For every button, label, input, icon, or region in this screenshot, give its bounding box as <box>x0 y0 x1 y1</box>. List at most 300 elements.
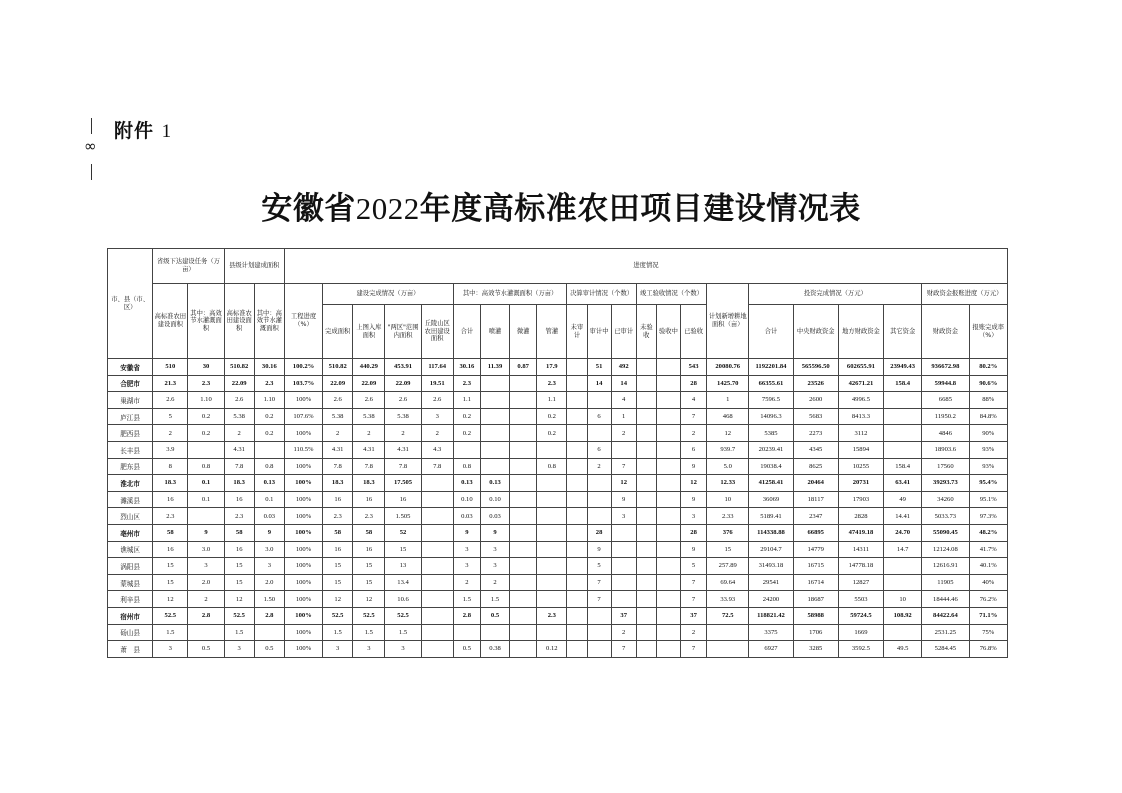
table-cell <box>567 591 587 608</box>
table-cell <box>421 558 453 575</box>
table-cell: 100% <box>284 574 322 591</box>
table-cell <box>537 541 567 558</box>
table-cell: 41.7% <box>969 541 1007 558</box>
header-i-total: 合计 <box>749 305 793 359</box>
table-cell: 11905 <box>922 574 969 591</box>
table-cell: 29541 <box>749 574 793 591</box>
table-cell <box>587 425 611 442</box>
table-row <box>108 641 1008 658</box>
table-cell: 20731 <box>838 475 883 492</box>
table-cell: 5.38 <box>385 408 421 425</box>
table-cell: 3285 <box>793 641 838 658</box>
table-cell: 2.8 <box>453 607 480 624</box>
table-cell: 30.16 <box>254 359 284 376</box>
table-cell: 49.5 <box>884 641 922 658</box>
table-cell: 5 <box>587 558 611 575</box>
table-cell: 0.87 <box>510 359 537 376</box>
table-cell: 100.2% <box>284 359 322 376</box>
table-cell: 12 <box>353 591 385 608</box>
table-cell: 28 <box>681 524 707 541</box>
table-row <box>108 458 1008 475</box>
table-cell: 3375 <box>749 624 793 641</box>
table-cell: 15 <box>353 558 385 575</box>
table-cell <box>636 541 656 558</box>
table-cell <box>537 491 567 508</box>
table-cell: 2600 <box>793 392 838 409</box>
table-cell: 14779 <box>793 541 838 558</box>
table-cell <box>480 624 509 641</box>
table-cell: 17.505 <box>385 475 421 492</box>
title-suffix: 年度高标准农田项目建设情况表 <box>419 191 861 227</box>
table-cell <box>611 441 636 458</box>
header-c-two: "两区"范围内面积 <box>385 305 421 359</box>
table-cell: 14 <box>611 375 636 392</box>
table-cell: 18687 <box>793 591 838 608</box>
table-cell: 47419.18 <box>838 524 883 541</box>
table-cell <box>656 624 680 641</box>
table-cell <box>510 541 537 558</box>
table-cell: 3 <box>611 508 636 525</box>
table-cell <box>884 392 922 409</box>
header-w-micro: 微灌 <box>510 305 537 359</box>
table-cell: 100% <box>284 624 322 641</box>
table-cell: 0.38 <box>480 641 509 658</box>
region-cell: 宿州市 <box>108 607 153 624</box>
table-cell: 0.2 <box>188 425 224 442</box>
table-cell: 7.8 <box>421 458 453 475</box>
table-cell <box>636 491 656 508</box>
table-cell: 0.8 <box>188 458 224 475</box>
table-row-city <box>108 475 1008 492</box>
table-cell <box>421 541 453 558</box>
table-cell: 376 <box>707 524 749 541</box>
table-cell <box>567 558 587 575</box>
table-cell <box>567 458 587 475</box>
header-accept: 竣工验收情况（个数） <box>636 284 706 305</box>
table-cell <box>884 574 922 591</box>
table-cell: 0.2 <box>254 408 284 425</box>
table-cell: 12 <box>153 591 188 608</box>
table-cell <box>510 607 537 624</box>
table-cell: 17903 <box>838 491 883 508</box>
table-cell <box>587 491 611 508</box>
table-cell <box>510 641 537 658</box>
table-cell: 0.1 <box>188 475 224 492</box>
table-cell: 5033.73 <box>922 508 969 525</box>
table-cell <box>421 574 453 591</box>
table-cell: 2.3 <box>537 375 567 392</box>
table-cell <box>884 425 922 442</box>
table-cell <box>453 624 480 641</box>
table-cell <box>510 624 537 641</box>
table-cell: 1192201.84 <box>749 359 793 376</box>
table-row <box>108 624 1008 641</box>
table-row <box>108 508 1008 525</box>
table-cell: 10 <box>884 591 922 608</box>
table-cell <box>636 359 656 376</box>
header-v-not: 未验收 <box>636 305 656 359</box>
table-cell <box>656 541 680 558</box>
table-cell: 100% <box>284 541 322 558</box>
table-cell: 16 <box>323 541 353 558</box>
table-cell <box>636 574 656 591</box>
table-cell: 3 <box>254 558 284 575</box>
table-cell <box>480 392 509 409</box>
table-cell: 12 <box>707 425 749 442</box>
table-cell: 8 <box>153 458 188 475</box>
table-cell: 2.3 <box>537 607 567 624</box>
table-cell: 16 <box>153 491 188 508</box>
region-cell: 亳州市 <box>108 524 153 541</box>
table-cell: 2.6 <box>385 392 421 409</box>
table-cell: 5503 <box>838 591 883 608</box>
table-cell <box>537 591 567 608</box>
table-cell: 15 <box>153 574 188 591</box>
table-cell: 30.16 <box>453 359 480 376</box>
table-cell: 12 <box>224 591 254 608</box>
table-cell: 2.0 <box>254 574 284 591</box>
table-cell: 23526 <box>793 375 838 392</box>
table-cell <box>421 591 453 608</box>
table-cell: 453.91 <box>385 359 421 376</box>
table-cell: 3 <box>323 641 353 658</box>
table-cell: 1.1 <box>453 392 480 409</box>
table-cell <box>510 425 537 442</box>
table-cell <box>188 508 224 525</box>
table-cell: 1425.70 <box>707 375 749 392</box>
table-cell: 100% <box>284 524 322 541</box>
region-cell: 庐江县 <box>108 408 153 425</box>
table-cell <box>656 524 680 541</box>
table-cell: 58 <box>224 524 254 541</box>
table-cell: 2.33 <box>707 508 749 525</box>
table-cell: 18.3 <box>224 475 254 492</box>
table-cell: 5 <box>153 408 188 425</box>
region-cell: 合肥市 <box>108 375 153 392</box>
table-row <box>108 591 1008 608</box>
table-cell: 29104.7 <box>749 541 793 558</box>
table-cell: 90.6% <box>969 375 1007 392</box>
header-eng-progress: 工程进度（%） <box>284 284 322 359</box>
table-cell: 3 <box>480 541 509 558</box>
table-cell: 17560 <box>922 458 969 475</box>
table-row <box>108 558 1008 575</box>
table-cell <box>636 591 656 608</box>
region-cell: 濉溪县 <box>108 491 153 508</box>
table-cell: 2 <box>587 458 611 475</box>
table-cell: 24.70 <box>884 524 922 541</box>
table-cell: 10 <box>707 491 749 508</box>
header-f-funds: 财政资金 <box>922 305 969 359</box>
table-cell: 3 <box>421 408 453 425</box>
table-cell: 5.38 <box>224 408 254 425</box>
table-cell: 19.51 <box>421 375 453 392</box>
table-cell: 20239.41 <box>749 441 793 458</box>
table-row <box>108 392 1008 409</box>
table-cell: 48.2% <box>969 524 1007 541</box>
table-cell: 16 <box>323 491 353 508</box>
header-w-total: 合计 <box>453 305 480 359</box>
table-cell: 2 <box>453 574 480 591</box>
table-cell: 71.1% <box>969 607 1007 624</box>
table-cell <box>656 607 680 624</box>
annex-text: 附件 <box>114 120 155 142</box>
table-cell: 2 <box>385 425 421 442</box>
table-cell: 2.8 <box>254 607 284 624</box>
region-cell: 巢湖市 <box>108 392 153 409</box>
table-cell: 5189.41 <box>749 508 793 525</box>
table-cell: 12.33 <box>707 475 749 492</box>
table-cell: 2.8 <box>188 607 224 624</box>
table-cell: 1.5 <box>480 591 509 608</box>
table-cell: 6685 <box>922 392 969 409</box>
table-cell <box>611 558 636 575</box>
table-cell <box>537 574 567 591</box>
table-cell <box>421 524 453 541</box>
table-cell: 15894 <box>838 441 883 458</box>
table-cell: 58 <box>353 524 385 541</box>
table-cell <box>537 524 567 541</box>
table-cell: 0.5 <box>453 641 480 658</box>
table-cell: 1.5 <box>224 624 254 641</box>
table-cell: 12 <box>611 475 636 492</box>
table-cell <box>656 375 680 392</box>
table-cell: 100% <box>284 392 322 409</box>
table-cell: 4.31 <box>385 441 421 458</box>
table-cell <box>421 491 453 508</box>
table-row <box>108 408 1008 425</box>
header-fiscal: 财政资金报账进度（万元） <box>922 284 1008 305</box>
header-county-plan: 县级计划建成面积 <box>224 249 284 284</box>
table-cell: 2.0 <box>188 574 224 591</box>
table-cell: 93% <box>969 458 1007 475</box>
table-cell: 69.64 <box>707 574 749 591</box>
header-a-not: 未审计 <box>567 305 587 359</box>
table-cell: 2273 <box>793 425 838 442</box>
table-cell: 34260 <box>922 491 969 508</box>
table-cell: 84422.64 <box>922 607 969 624</box>
table-cell: 1706 <box>793 624 838 641</box>
table-cell: 18117 <box>793 491 838 508</box>
table-cell <box>611 591 636 608</box>
table-cell <box>587 641 611 658</box>
table-cell <box>636 441 656 458</box>
annex-number: 1 <box>161 121 173 142</box>
table-cell: 59724.5 <box>838 607 883 624</box>
table-cell: 158.4 <box>884 458 922 475</box>
table-cell: 84.8% <box>969 408 1007 425</box>
table-cell: 3592.5 <box>838 641 883 658</box>
table-cell: 52.5 <box>323 607 353 624</box>
table-cell <box>537 558 567 575</box>
region-cell: 安徽省 <box>108 359 153 376</box>
region-cell: 肥东县 <box>108 458 153 475</box>
table-cell: 0.03 <box>254 508 284 525</box>
table-cell <box>707 624 749 641</box>
table-cell: 58 <box>153 524 188 541</box>
table-cell <box>587 508 611 525</box>
table-cell: 58988 <box>793 607 838 624</box>
table-cell: 1.5 <box>353 624 385 641</box>
table-cell: 100% <box>284 591 322 608</box>
table-cell: 100% <box>284 491 322 508</box>
table-cell <box>510 591 537 608</box>
table-cell: 16 <box>385 491 421 508</box>
table-cell: 7 <box>681 574 707 591</box>
table-cell: 1 <box>611 408 636 425</box>
table-cell <box>587 475 611 492</box>
table-cell: 20080.76 <box>707 359 749 376</box>
table-cell: 12 <box>681 475 707 492</box>
table-cell: 16714 <box>793 574 838 591</box>
table-cell <box>567 375 587 392</box>
table-cell: 440.29 <box>353 359 385 376</box>
table-cell: 12616.91 <box>922 558 969 575</box>
header-progress: 进度情况 <box>284 249 1007 284</box>
table-row-city <box>108 375 1008 392</box>
table-cell: 0.10 <box>453 491 480 508</box>
table-cell <box>656 475 680 492</box>
table-cell: 52.5 <box>153 607 188 624</box>
table-cell <box>636 458 656 475</box>
table-cell: 1.10 <box>254 392 284 409</box>
table-cell: 39293.73 <box>922 475 969 492</box>
table-cell: 0.13 <box>453 475 480 492</box>
table-cell <box>636 392 656 409</box>
table-cell <box>421 607 453 624</box>
table-cell: 2531.25 <box>922 624 969 641</box>
table-cell <box>421 624 453 641</box>
table-cell <box>656 392 680 409</box>
header-c-db: 上图入库面积 <box>353 305 385 359</box>
table-cell: 100% <box>284 458 322 475</box>
table-cell <box>421 475 453 492</box>
table-cell: 24200 <box>749 591 793 608</box>
table-cell: 49 <box>884 491 922 508</box>
header-w-spray: 喷灌 <box>480 305 509 359</box>
table-cell <box>636 408 656 425</box>
table-cell: 7 <box>681 591 707 608</box>
table-cell <box>587 607 611 624</box>
table-cell: 22.09 <box>385 375 421 392</box>
table-cell <box>510 508 537 525</box>
table-cell: 31493.18 <box>749 558 793 575</box>
table-cell <box>636 375 656 392</box>
table-cell: 5284.45 <box>922 641 969 658</box>
header-f-rate: 报账完成率（%） <box>969 305 1007 359</box>
table-cell: 2.3 <box>188 375 224 392</box>
region-cell: 砀山县 <box>108 624 153 641</box>
table-cell: 11950.2 <box>922 408 969 425</box>
table-cell: 8625 <box>793 458 838 475</box>
table-cell: 15 <box>153 558 188 575</box>
table-cell <box>636 508 656 525</box>
header-c-hill: 丘陵山区农田建设面积 <box>421 305 453 359</box>
table-cell: 5.0 <box>707 458 749 475</box>
table-cell: 18.3 <box>323 475 353 492</box>
table-cell: 110.5% <box>284 441 322 458</box>
table-cell: 3 <box>188 558 224 575</box>
table-cell <box>884 408 922 425</box>
table-cell <box>510 524 537 541</box>
table-cell: 6 <box>681 441 707 458</box>
table-cell: 3 <box>353 641 385 658</box>
header-region: 市、县（市、区） <box>108 249 153 359</box>
table-cell: 14778.18 <box>838 558 883 575</box>
table-cell: 18444.46 <box>922 591 969 608</box>
margin-bar <box>91 164 92 180</box>
table-cell: 9 <box>681 541 707 558</box>
table-body <box>108 359 1008 658</box>
table-cell: 1.505 <box>385 508 421 525</box>
table-cell: 2.3 <box>254 375 284 392</box>
table-cell: 2.3 <box>453 375 480 392</box>
table-cell <box>254 624 284 641</box>
table-cell: 15 <box>323 574 353 591</box>
table-cell <box>537 508 567 525</box>
table-cell: 16 <box>224 491 254 508</box>
table-cell: 15 <box>353 574 385 591</box>
table-cell: 4.31 <box>353 441 385 458</box>
region-cell: 长丰县 <box>108 441 153 458</box>
table-cell: 100% <box>284 558 322 575</box>
table-cell: 0.5 <box>254 641 284 658</box>
table-cell: 1.5 <box>323 624 353 641</box>
table-cell: 15 <box>224 558 254 575</box>
table-cell <box>510 558 537 575</box>
table-cell: 2.6 <box>353 392 385 409</box>
table-row <box>108 491 1008 508</box>
table-cell: 55090.45 <box>922 524 969 541</box>
table-cell: 9 <box>681 458 707 475</box>
table-cell <box>567 607 587 624</box>
table-cell: 0.8 <box>453 458 480 475</box>
table-cell: 2347 <box>793 508 838 525</box>
table-cell: 15 <box>385 541 421 558</box>
table-cell: 1.5 <box>385 624 421 641</box>
table-cell <box>656 359 680 376</box>
table-cell: 41258.41 <box>749 475 793 492</box>
table-cell <box>656 441 680 458</box>
table-cell: 11.39 <box>480 359 509 376</box>
table-cell <box>587 624 611 641</box>
table-cell <box>636 475 656 492</box>
table-cell: 33.93 <box>707 591 749 608</box>
header-a-in: 审计中 <box>587 305 611 359</box>
table-cell <box>567 508 587 525</box>
table-cell: 42671.21 <box>838 375 883 392</box>
table-cell: 14 <box>587 375 611 392</box>
margin-bar <box>91 118 92 134</box>
table-cell: 16 <box>153 541 188 558</box>
table-cell <box>537 475 567 492</box>
header-i-local: 地方财政资金 <box>838 305 883 359</box>
table-cell: 114338.88 <box>749 524 793 541</box>
table-cell: 16715 <box>793 558 838 575</box>
table-cell: 158.4 <box>884 375 922 392</box>
table-cell: 51 <box>587 359 611 376</box>
table-cell <box>567 359 587 376</box>
header-water: 其中：高效节水灌溉面积（万亩） <box>453 284 567 305</box>
margin-symbol: ∞ <box>84 137 97 155</box>
table-cell: 7.8 <box>353 458 385 475</box>
table-cell: 28 <box>587 524 611 541</box>
table-cell: 0.1 <box>188 491 224 508</box>
table-cell: 2.3 <box>153 508 188 525</box>
table-cell: 0.2 <box>453 425 480 442</box>
table-cell <box>510 441 537 458</box>
table-cell: 939.7 <box>707 441 749 458</box>
